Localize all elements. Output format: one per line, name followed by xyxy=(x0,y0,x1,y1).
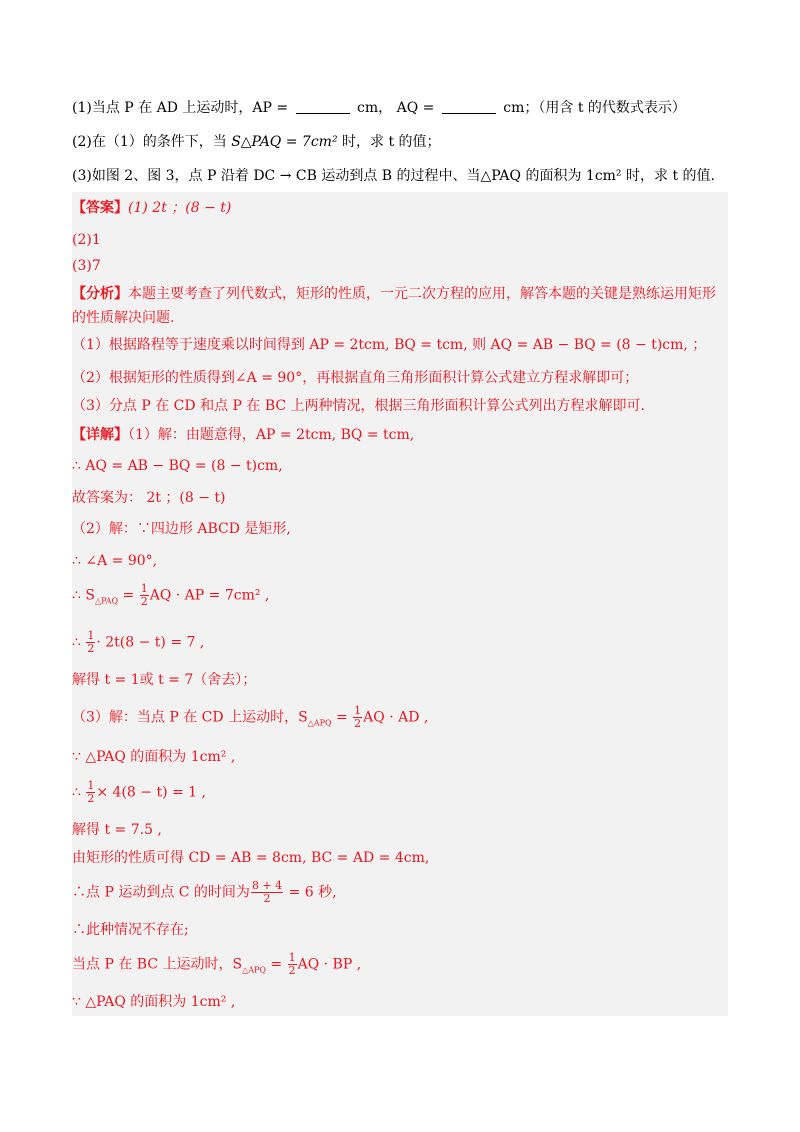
frac-num: 1 xyxy=(140,582,148,595)
answer-3: (3)7 xyxy=(72,258,101,274)
fraction-half xyxy=(140,583,149,608)
question-2 xyxy=(72,132,441,152)
detail-6-pre: ∴ S xyxy=(72,587,95,604)
detail-text-10: ∵ △PAQ 的面积为 1cm² , xyxy=(72,749,236,765)
detail-label: 【详解】 xyxy=(72,427,128,443)
answer-panel xyxy=(72,192,728,1016)
detail-14-post: = 6 秒, xyxy=(284,884,337,901)
frac-num: 1 xyxy=(354,704,362,717)
detail-16-post: AQ · BP , xyxy=(297,956,362,973)
detail-14-pre: ∴点 P 运动到点 C 的时间为 xyxy=(72,884,250,901)
detail-text-12: 解得 t = 7.5 , xyxy=(72,822,162,838)
answer-2: (2)1 xyxy=(72,232,101,248)
fraction-half xyxy=(86,630,95,655)
q2-formula: S△PAQ = 7cm² xyxy=(231,134,338,150)
detail-9-eq: = xyxy=(331,709,353,726)
frac-den: 2 xyxy=(140,595,148,608)
detail-text-13: 由矩形的性质可得 CD = AB = 8cm, BC = AD = 4cm, xyxy=(72,850,430,866)
detail-text-16 xyxy=(72,952,361,980)
fraction-half xyxy=(288,952,297,977)
detail-11-post: × 4(8 − t) = 1 , xyxy=(96,784,206,801)
frac-den: 2 xyxy=(87,642,95,655)
q3-text: (3)如图 2、图 3，点 P 沿着 DC → CB 运动到点 B 的过程中、当△PAQ 的面积为 1cm² 时，求 t 的值. xyxy=(72,168,715,184)
question-1 xyxy=(72,98,686,118)
detail-6-post: AQ · AP = 7cm² , xyxy=(149,587,270,604)
detail-16-sub: △APQ xyxy=(242,965,266,975)
detail-11-pre: ∴ xyxy=(72,784,86,801)
detail-6-eq: = xyxy=(118,587,139,604)
detail-text-5: ∴ ∠A = 90°, xyxy=(72,553,158,569)
frac-num: 8 + 4 xyxy=(251,879,283,892)
detail-6-sub: △PAQ xyxy=(94,596,119,606)
fraction-half xyxy=(353,705,362,730)
question-3 xyxy=(72,166,715,186)
analysis-line-1 xyxy=(72,284,716,304)
detail-text-11 xyxy=(72,780,206,805)
detail-text-1: （1）解：由题意得，AP = 2tcm, BQ = tcm, xyxy=(128,427,415,443)
detail-line-1 xyxy=(72,425,414,445)
frac-num: 1 xyxy=(87,629,95,642)
q1-unit2: cm；（用含 t 的代数式表示） xyxy=(503,100,686,116)
detail-16-pre: 当点 P 在 BC 上运动时，S xyxy=(72,956,243,973)
detail-text-14 xyxy=(72,880,337,905)
frac-den: 2 xyxy=(354,717,362,730)
q2-suffix: 时，求 t 的值； xyxy=(342,134,441,150)
detail-text-8: 解得 t = 1或 t = 7（舍去）； xyxy=(72,672,257,688)
detail-text-6 xyxy=(72,583,269,611)
q1-prefix: (1)当点 P 在 AD 上运动时，AP = xyxy=(72,100,289,116)
analysis-step-2: （2）根据矩形的性质得到∠A = 90°，再根据直角三角形面积计算公式建立方程求解即可； xyxy=(72,370,639,386)
detail-text-2: ∴ AQ = AB − BQ = (8 − t)cm, xyxy=(72,458,283,474)
answer-line xyxy=(72,198,231,218)
frac-num: 1 xyxy=(288,951,296,964)
detail-text-17: ∵ △PAQ 的面积为 1cm² , xyxy=(72,994,236,1010)
detail-9-pre: （3）解：当点 P 在 CD 上运动时，S xyxy=(72,709,308,726)
analysis-step-3: （3）分点 P 在 CD 和点 P 在 BC 上两种情况，根据三角形面积计算公式列出方程求解即可. xyxy=(72,398,645,414)
detail-16-eq: = xyxy=(265,956,287,973)
q1-aq: AQ = xyxy=(396,100,435,116)
q2-prefix: (2)在（1）的条件下，当 xyxy=(72,134,227,150)
detail-text-4: （2）解：∵四边形 ABCD 是矩形, xyxy=(72,521,291,537)
frac-num: 1 xyxy=(87,779,95,792)
q1-unit1: cm， xyxy=(357,100,393,116)
blank-aq xyxy=(442,99,496,114)
fraction-time xyxy=(251,880,283,905)
detail-text-7 xyxy=(72,630,204,655)
frac-den: 2 xyxy=(263,892,271,905)
blank-ap xyxy=(296,99,350,114)
frac-den: 2 xyxy=(87,792,95,805)
detail-9-sub: △APQ xyxy=(307,718,332,728)
answer-1: (1) 2t ；(8 − t) xyxy=(128,200,232,216)
fraction-half xyxy=(86,780,95,805)
frac-den: 2 xyxy=(288,964,296,977)
analysis-text-1: 本题主要考查了列代数式，矩形的性质，一元二次方程的应用，解答本题的关键是熟练运用矩形 xyxy=(128,286,716,302)
answer-label: 【答案】 xyxy=(72,200,128,216)
detail-9-post: AQ · AD , xyxy=(363,709,429,726)
detail-7-post: · 2t(8 − t) = 7 , xyxy=(96,634,205,651)
detail-7-pre: ∴ xyxy=(72,634,86,651)
detail-text-3: 故答案为： 2t ；(8 − t) xyxy=(72,490,226,506)
analysis-step-1: （1）根据路程等于速度乘以时间得到 AP = 2tcm, BQ = tcm, 则 AQ = AB − BQ = (8 − t)cm, ； xyxy=(72,337,707,353)
detail-text-15: ∴此种情况不存在; xyxy=(72,922,189,938)
detail-text-9 xyxy=(72,705,428,733)
analysis-text-2: 的性质解决问题. xyxy=(72,310,175,326)
analysis-label: 【分析】 xyxy=(72,286,128,302)
